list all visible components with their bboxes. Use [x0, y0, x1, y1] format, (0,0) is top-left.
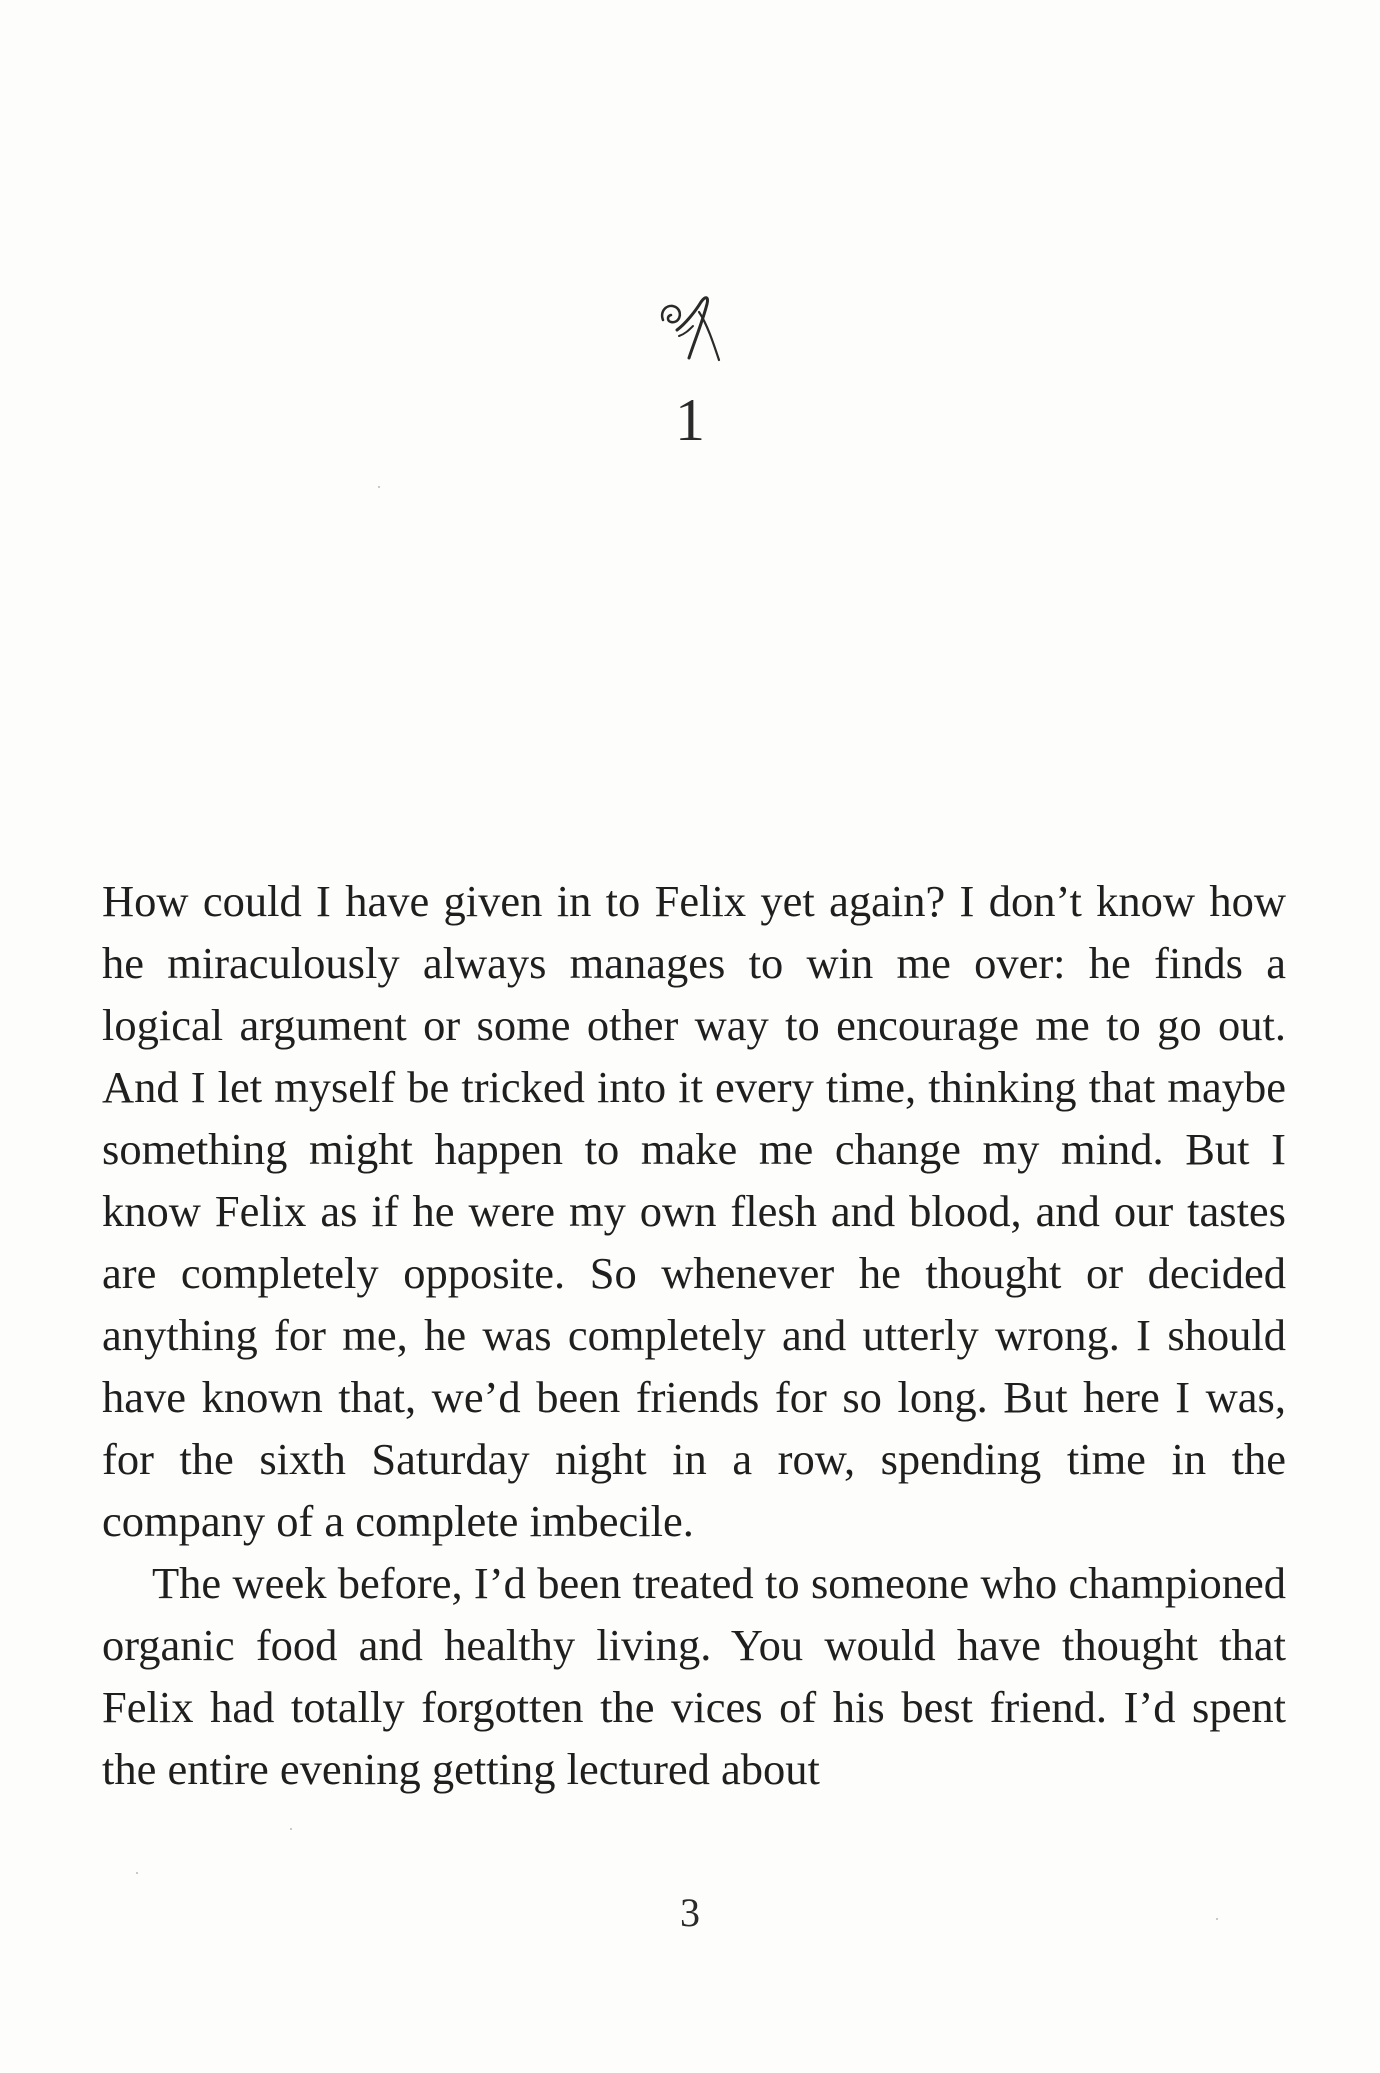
chapter-ornament-icon — [655, 290, 725, 370]
chapter-body-text — [102, 870, 1286, 1800]
paragraph: How could I have given in to Felix yet again? I don’t know how he miraculously always manages to win me over: he finds a logical argument or some other way to encourage me to go out. And I let myself be tricked into it every time, thinking that maybe something might happen to make me change my mind. But I know Felix as if he were my own flesh and blood, and our tastes are completely opposite. So whenever he thought or decided anything for me, he was completely and utterly wrong. I should have known that, we’d been friends for so long. But here I was, for the sixth Saturday night in a row, spending time in the company of a complete imbecile. — [102, 876, 1286, 1546]
paper-speck — [136, 1872, 138, 1874]
paragraph: The week before, I’d been treated to someone who championed organic food and healthy living. You would have thought that Felix had totally forgotten the vices of his best friend. I’d spent the entire evening getting lectured about — [102, 1558, 1286, 1794]
page-number: 3 — [680, 1890, 700, 1935]
paper-speck — [290, 1828, 292, 1830]
paper-speck — [1216, 1918, 1218, 1920]
paper-speck — [378, 486, 380, 488]
chapter-number: 1 — [675, 387, 705, 453]
